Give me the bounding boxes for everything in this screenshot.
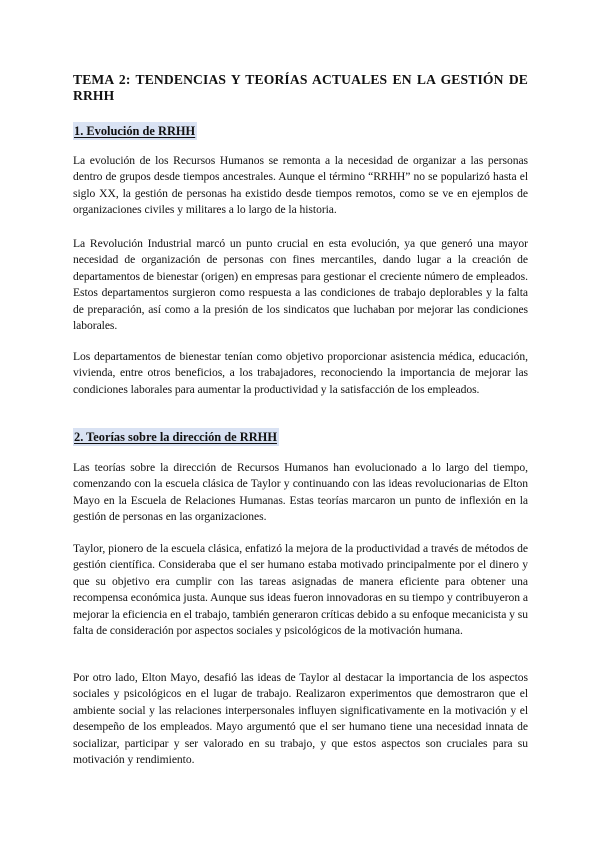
section-heading-evolucion: 1. Evolución de RRHH [74, 124, 196, 138]
paragraph: Los departamentos de bienestar tenían como objetivo proporcionar asistencia médica, educación, vivienda, entre otros beneficios, a los trabajadores, reconociendo la importancia de mejorar las condiciones laborales para aumentar la productividad y la satisfacción de los empleados. [73, 350, 528, 396]
document-title: TEMA 2: TENDENCIAS Y TEORÍAS ACTUALES EN LA GESTIÓN DE RRHH [73, 72, 528, 103]
paragraph: Taylor, pionero de la escuela clásica, enfatizó la mejora de la productividad a través de métodos de gestión científica. Consideraba que el ser humano estaba motivado principalmente por el dinero y que su objetivo era cumplir con las tareas asignadas de manera eficiente para obtener una recompensa económica justa. Aunque sus ideas fueron innovadoras en su tiempo y contribuyeron a mejorar la eficiencia en el trabajo, también generaron críticas debido a su enfoque mecanicista y su falta de consideración por aspectos sociales y psicológicos de la motivación humana. [73, 542, 528, 638]
paragraph: Por otro lado, Elton Mayo, desafió las ideas de Taylor al destacar la importancia de los aspectos sociales y psicológicos en el lugar de trabajo. Realizaron experimentos que demostraron que el ambiente social y las relaciones interpersonales influyen significativamente en la motivación y el desempeño de los empleados. Mayo argumentó que el ser humano tiene una necesidad innata de socializar, participar y ser valorado en su trabajo, y que estos aspectos son cruciales para su motivación y rendimiento. [73, 671, 528, 767]
paragraph: Las teorías sobre la dirección de Recursos Humanos han evolucionado a lo largo del tiempo, comenzando con la escuela clásica de Taylor y continuando con las ideas revolucionarias de Elton Mayo en la Escuela de Relaciones Humanas. Estas teorías marcaron un punto de inflexión en la gestión de personas en las organizaciones. [73, 461, 528, 524]
paragraph: La Revolución Industrial marcó un punto crucial en esta evolución, ya que generó una mayor necesidad de organización de personas con fines mercantiles, dando lugar a la creación de departamentos de bienestar (origen) en empresas para gestionar el creciente número de empleados. Estos departamentos surgieron como respuesta a las condiciones de trabajo deplorables y la falta de preparación, así como a la presión de los sindicatos que luchaban por mejorar las condiciones laborales. [73, 237, 528, 333]
section-heading-teorias: 2. Teorías sobre la dirección de RRHH [74, 430, 277, 444]
paragraph: La evolución de los Recursos Humanos se remonta a la necesidad de organizar a las personas dentro de grupos desde tiempos ancestrales. Aunque el término “RRHH” no se popularizó hasta el siglo XX, la gestión de personas ha existido desde tiempos remotos, como se ve en ejemplos de organizaciones civiles y militares a lo largo de la historia. [73, 154, 528, 217]
